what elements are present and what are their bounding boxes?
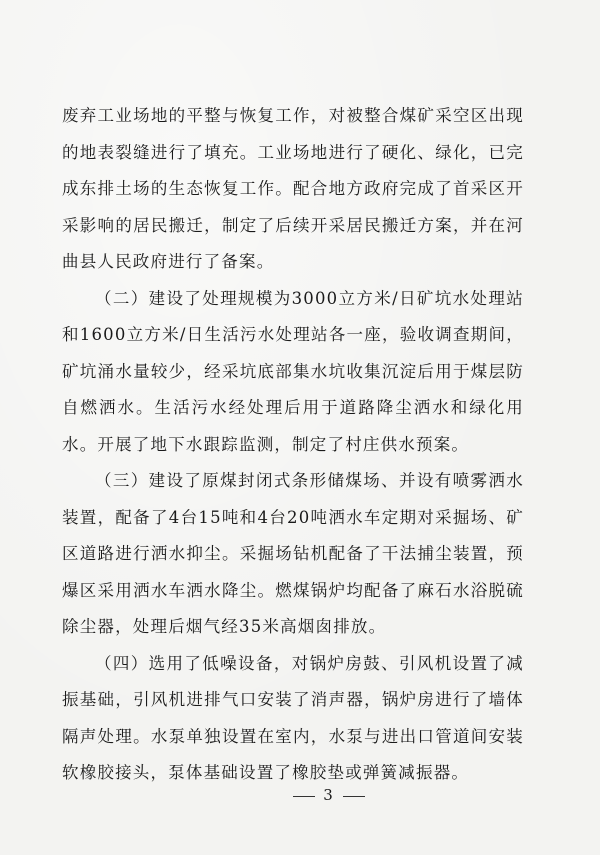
document-body bbox=[62, 98, 524, 792]
page-footer bbox=[0, 786, 600, 804]
dash-left bbox=[293, 796, 315, 797]
paragraph-2: （二）建设了处理规模为3000立方米/日矿坑水处理站和1600立方米/日生活污水处理站各一座，验收调查期间，矿坑涌水量较少，经采坑底部集水坑收集沉淀后用于煤层防自燃洒水。生活污水经处理后用于道路降尘洒水和绿化用水。开展了地下水跟踪监测，制定了村庄供水预案。 bbox=[62, 288, 524, 454]
page-number: 3 bbox=[323, 786, 335, 804]
paragraph-1: 废弃工业场地的平整与恢复工作，对被整合煤矿采空区出现的地表裂缝进行了填充。工业场地进行了硬化、绿化，已完成东排土场的生态恢复工作。配合地方政府完成了首采区开采影响的居民搬迁，制定了后续开采居民搬迁方案，并在河曲县人民政府进行了备案。 bbox=[62, 106, 524, 271]
paragraph-4: （四）选用了低噪设备，对锅炉房鼓、引风机设置了减振基础，引风机进排气口安装了消声器，锅炉房进行了墙体隔声处理。水泵单独设置在室内，水泵与进出口管道间安装软橡胶接头，泵体基础设置了橡胶垫或弹簧减振器。 bbox=[62, 653, 524, 782]
dash-right bbox=[343, 796, 365, 797]
paragraph-3: （三）建设了原煤封闭式条形储煤场、并设有喷雾洒水装置，配备了4台15吨和4台20吨洒水车定期对采掘场、矿区道路进行洒水抑尘。采掘场钻机配备了干法捕尘装置，预爆区采用洒水车洒水降尘。燃煤锅炉均配备了麻石水浴脱硫除尘器，处理后烟气经35米高烟囱排放。 bbox=[62, 471, 524, 636]
